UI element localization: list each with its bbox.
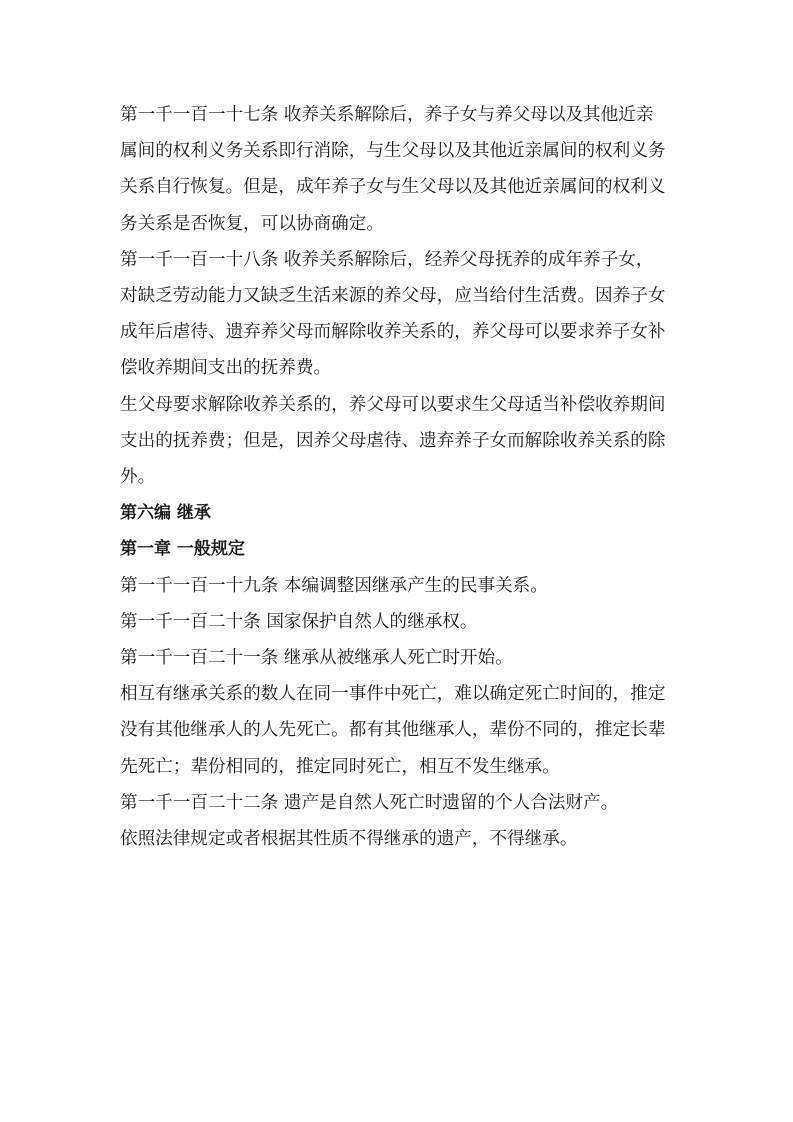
text-line: 第一千一百一十九条 本编调整因继承产生的民事关系。	[120, 575, 548, 596]
text-line: 属间的权利义务关系即行消除，与生父母以及其他近亲属间的权利义务	[120, 141, 666, 162]
text-line: 对缺乏劳动能力又缺乏生活来源的养父母，应当给付生活费。因养子女	[120, 286, 666, 307]
text-line: 务关系是否恢复，可以协商确定。	[120, 213, 384, 234]
text-line: 成年后虐待、遗弃养父母而解除收养关系的，养父母可以要求养子女补	[120, 322, 666, 343]
text-line: 第一千一百二十二条 遗产是自然人死亡时遗留的个人合法财产。	[120, 792, 619, 813]
text-line: 第一千一百二十一条 继承从被继承人死亡时开始。	[120, 648, 513, 669]
part-heading: 第六编 继承	[120, 503, 211, 524]
article-1121	[120, 640, 680, 676]
article-1118-clause-2	[120, 387, 680, 496]
text-line: 先死亡；辈份相同的，推定同时死亡，相互不发生继承。	[120, 756, 560, 777]
text-line: 第一千一百二十条 国家保护自然人的继承权。	[120, 611, 478, 632]
text-line: 外。	[120, 467, 156, 488]
article-1118	[120, 242, 680, 387]
text-line: 关系自行恢复。但是，成年养子女与生父母以及其他近亲属间的权利义	[120, 177, 666, 198]
article-1120	[120, 604, 680, 640]
article-1119	[120, 568, 680, 604]
article-1122-clause-2	[120, 821, 680, 857]
text-line: 第一千一百一十七条 收养关系解除后，养子女与养父母以及其他近亲	[120, 105, 654, 125]
document-body	[120, 97, 680, 857]
text-line: 生父母要求解除收养关系的，养父母可以要求生父母适当补偿收养期间	[120, 394, 666, 415]
text-line: 相互有继承关系的数人在同一事件中死亡，难以确定死亡时间的，推定	[120, 684, 666, 705]
text-line: 第一千一百一十八条 收养关系解除后，经养父母抚养的成年养子女，	[120, 249, 654, 270]
text-line: 依照法律规定或者根据其性质不得继承的遗产，不得继承。	[120, 829, 578, 850]
text-line: 没有其他继承人的人先死亡。都有其他继承人，辈份不同的，推定长辈	[120, 720, 666, 741]
chapter-heading: 第一章 一般规定	[120, 539, 245, 560]
article-1121-clause-2	[120, 676, 680, 785]
text-line: 支出的抚养费；但是，因养父母虐待、遗弃养子女而解除收养关系的除	[120, 430, 666, 451]
article-1122	[120, 785, 680, 821]
article-1117	[120, 97, 680, 242]
text-line: 偿收养期间支出的抚养费。	[120, 358, 332, 379]
